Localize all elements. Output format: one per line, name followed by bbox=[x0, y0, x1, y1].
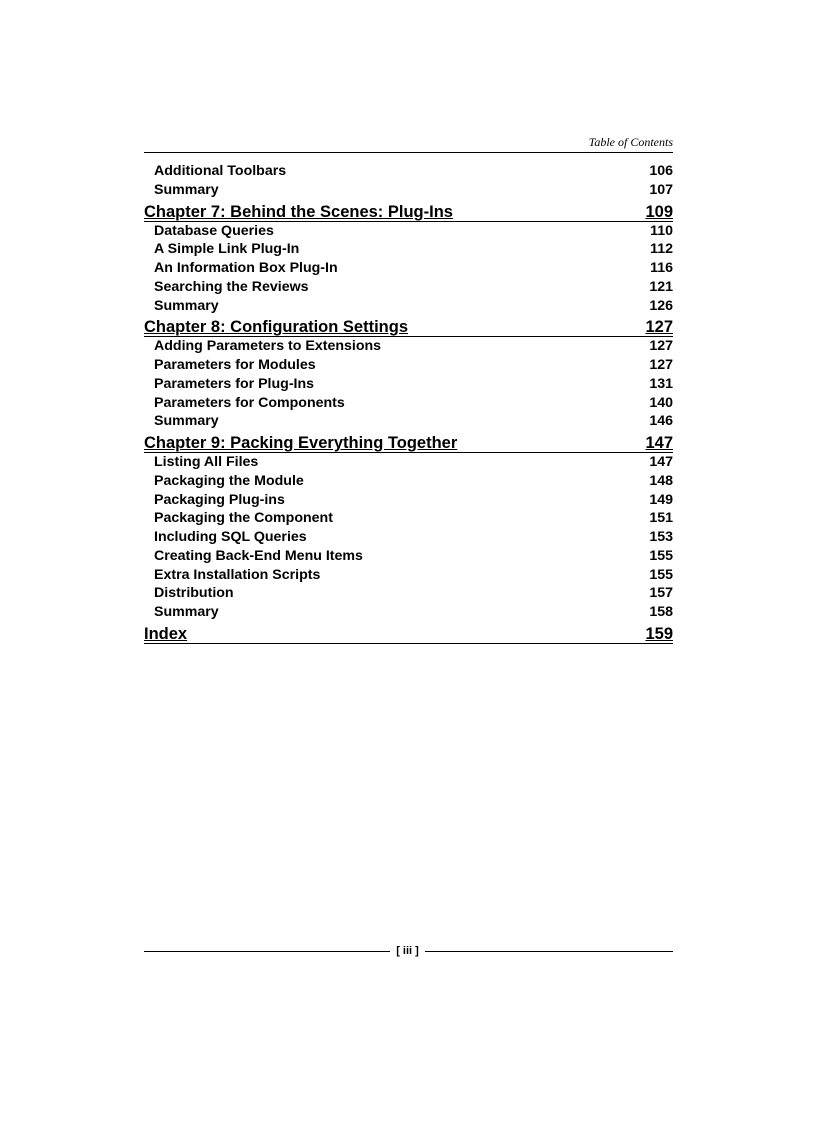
toc-entry-title: Database Queries bbox=[154, 222, 274, 239]
toc-entry-page-number: 146 bbox=[649, 413, 673, 430]
toc-entry-title: Parameters for Components bbox=[154, 394, 345, 411]
toc-entry-title: An Information Box Plug-In bbox=[154, 260, 338, 276]
toc-entry-title: Chapter 8: Configuration Settings bbox=[144, 318, 408, 337]
toc-entry-page-number: 148 bbox=[649, 472, 673, 489]
toc-entry-title: Chapter 7: Behind the Scenes: Plug-Ins bbox=[144, 202, 453, 221]
toc-section-entry[interactable] bbox=[144, 297, 673, 316]
toc-entry-title: Creating Back-End Menu Items bbox=[154, 547, 363, 564]
toc-section-entry[interactable] bbox=[144, 547, 673, 566]
toc-section-entry[interactable] bbox=[144, 278, 673, 297]
toc-entry-title: Packaging Plug-ins bbox=[154, 491, 285, 508]
toc-entry-page-number: 158 bbox=[649, 604, 673, 620]
toc-entry-title: Extra Installation Scripts bbox=[154, 566, 321, 583]
toc-entry-title: Summary bbox=[154, 413, 219, 430]
running-header-title: Table of Contents bbox=[588, 135, 673, 149]
toc-entry-page-number: 147 bbox=[645, 434, 673, 452]
toc-entry-page-number: 157 bbox=[649, 585, 673, 602]
toc-section-entry[interactable] bbox=[144, 453, 673, 472]
toc-entry-page-number: 127 bbox=[649, 338, 673, 355]
toc-section-entry[interactable] bbox=[144, 509, 673, 528]
toc-entry-title: Listing All Files bbox=[154, 454, 259, 470]
toc-entry-title: Chapter 9: Packing Everything Together bbox=[144, 434, 458, 452]
toc-entry-title: Packaging the Component bbox=[154, 510, 333, 527]
toc-chapter-entry[interactable] bbox=[144, 434, 673, 453]
toc-entry-page-number: 110 bbox=[650, 222, 673, 239]
toc-entry-page-number: 107 bbox=[649, 181, 673, 198]
footer-page-number: [ iii ] bbox=[396, 945, 419, 957]
toc-section-entry[interactable] bbox=[144, 375, 673, 394]
toc-entry-page-number: 131 bbox=[649, 375, 673, 392]
toc-entry-page-number: 112 bbox=[650, 241, 673, 258]
toc-entry-page-number: 109 bbox=[645, 202, 673, 221]
toc-section-entry[interactable] bbox=[144, 259, 673, 278]
toc-section-entry[interactable] bbox=[144, 394, 673, 413]
toc-entry-title: Including SQL Queries bbox=[154, 529, 307, 545]
toc-entry-title: Parameters for Plug-Ins bbox=[154, 375, 315, 392]
toc-chapter-entry[interactable] bbox=[144, 625, 673, 644]
toc-section-entry[interactable] bbox=[144, 162, 673, 181]
table-of-contents bbox=[144, 162, 673, 644]
footer-rule-left bbox=[144, 951, 390, 952]
toc-entry-page-number: 159 bbox=[645, 624, 673, 643]
toc-entry-title: A Simple Link Plug-In bbox=[154, 241, 300, 258]
running-header bbox=[144, 134, 673, 153]
toc-chapter-entry[interactable] bbox=[144, 203, 673, 222]
toc-section-entry[interactable] bbox=[144, 412, 673, 431]
toc-section-entry[interactable] bbox=[144, 472, 673, 491]
toc-entry-page-number: 116 bbox=[650, 260, 673, 276]
toc-entry-page-number: 127 bbox=[645, 318, 673, 337]
toc-section-entry[interactable] bbox=[144, 491, 673, 510]
toc-entry-page-number: 126 bbox=[649, 297, 673, 314]
toc-entry-page-number: 127 bbox=[649, 357, 673, 373]
toc-entry-page-number: 140 bbox=[649, 394, 673, 411]
toc-entry-title: Summary bbox=[154, 181, 219, 198]
toc-entry-page-number: 121 bbox=[649, 278, 673, 295]
toc-entry-title: Distribution bbox=[154, 585, 234, 602]
toc-entry-title: Packaging the Module bbox=[154, 472, 304, 489]
toc-section-entry[interactable] bbox=[144, 584, 673, 603]
toc-section-entry[interactable] bbox=[144, 181, 673, 200]
toc-entry-title: Index bbox=[144, 624, 188, 643]
toc-section-entry[interactable] bbox=[144, 337, 673, 356]
toc-entry-page-number: 149 bbox=[649, 491, 673, 508]
toc-entry-page-number: 155 bbox=[649, 566, 673, 583]
toc-entry-page-number: 153 bbox=[649, 529, 673, 545]
page-footer bbox=[144, 943, 673, 959]
toc-entry-page-number: 147 bbox=[649, 454, 673, 470]
toc-entry-title: Parameters for Modules bbox=[154, 357, 316, 373]
toc-entry-title: Summary bbox=[154, 604, 219, 620]
toc-chapter-entry[interactable] bbox=[144, 318, 673, 337]
toc-entry-page-number: 155 bbox=[649, 547, 673, 564]
toc-entry-title: Additional Toolbars bbox=[154, 163, 287, 179]
footer-rule-right bbox=[425, 951, 673, 952]
toc-entry-title: Searching the Reviews bbox=[154, 278, 309, 295]
toc-entry-page-number: 106 bbox=[649, 163, 673, 179]
toc-entry-page-number: 151 bbox=[649, 510, 673, 527]
toc-section-entry[interactable] bbox=[144, 222, 673, 241]
toc-section-entry[interactable] bbox=[144, 603, 673, 622]
toc-section-entry[interactable] bbox=[144, 240, 673, 259]
toc-section-entry[interactable] bbox=[144, 356, 673, 375]
toc-entry-title: Adding Parameters to Extensions bbox=[154, 338, 382, 355]
toc-section-entry[interactable] bbox=[144, 528, 673, 547]
toc-entry-title: Summary bbox=[154, 297, 219, 314]
toc-section-entry[interactable] bbox=[144, 566, 673, 585]
